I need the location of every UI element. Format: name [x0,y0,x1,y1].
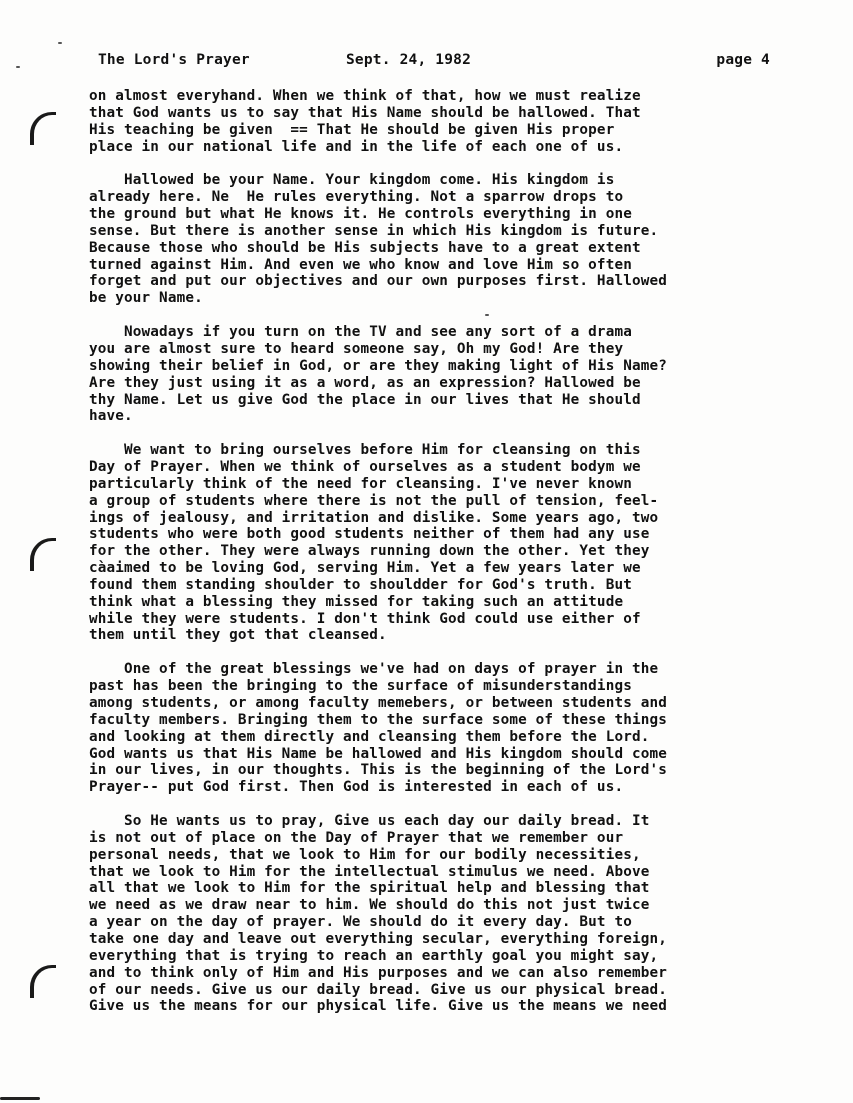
text-line: them until they got that cleansed. [89,627,387,644]
paragraph [89,661,789,796]
text-line: the ground but what He knows it. He controls everything in one [89,206,632,223]
text-line: found them standing shoulder to shouldder for God's truth. But [89,576,632,593]
scan-speck [58,42,62,44]
text-line: a year on the day of prayer. We should do it every day. But to [89,914,632,931]
text-line: Give us the means for our physical life. Give us the means we need [89,998,667,1015]
text-line: among students, or among faculty memebers, or between students and [89,695,667,711]
paragraph [89,442,789,644]
scan-speck [485,314,489,316]
text-line: in our lives, in our thoughts. This is the beginning of the Lord's [89,762,667,779]
text-line: showing their belief in God, or are they making light of His Name? [89,357,667,374]
text-line: we need as we draw near to him. We should do this not just twice [89,897,650,914]
text-line: is not out of place on the Day of Prayer that we remember our [89,829,624,846]
paragraph [89,88,789,155]
text-line: a group of students where there is not the pull of tension, feel- [89,492,659,509]
text-line: personal needs, that we look to Him for our bodily necessities, [89,846,641,863]
text-line: for the other. They were always running down the other. Yet they [89,543,650,560]
text-line: ings of jealousy, and irritation and dislike. Some years ago, two [89,509,659,526]
punch-hole-mark [30,538,56,571]
punch-hole-mark [30,112,56,145]
text-line: One of the great blessings we've had on days of prayer in the [89,661,659,678]
text-line: Hallowed be your Name. Your kingdom come. His kingdom is [89,172,615,189]
text-line: càaimed to be loving God, serving Him. Yet a few years later we [89,560,641,577]
text-line: that God wants us to say that His Name should be hallowed. That [89,104,641,121]
text-line: So He wants us to pray, Give us each day our daily bread. It [89,813,650,830]
text-line: students who were both good students neither of them had any use [89,526,650,543]
text-line: God wants us that His Name be hallowed and His kingdom should come [89,745,667,762]
text-line: turned against Him. And even we who know and love Him so often [89,256,632,273]
text-line: particularly think of the need for cleansing. I've never known [89,475,632,492]
text-line: Are they just using it as a word, as an expression? Hallowed be [89,374,641,391]
text-line: sense. But there is another sense in which His kingdom is future. [89,222,659,239]
text-line: Day of Prayer. When we think of ourselves as a student bodym we [89,459,641,476]
paragraph [89,324,789,425]
text-line: Because those who should be His subjects have to a great extent [89,239,641,256]
text-line: Nowadays if you turn on the TV and see any sort of a drama [89,324,632,341]
text-line: of our needs. Give us our daily bread. Give us our physical bread. [89,981,667,998]
text-line: think what a blessing they missed for taking such an attitude [89,593,624,610]
header-title: The Lord's Prayer [98,52,250,68]
text-line: thy Name. Let us give God the place in our lives that He should [89,391,641,408]
text-line: forget and put our objectives and our own purposes first. Hallowed [89,273,667,290]
text-line: while they were students. I don't think God could use either of [89,610,641,627]
text-line: take one day and leave out everything secular, everything foreign, [89,930,667,947]
text-line: all that we look to Him for the spiritual help and blessing that [89,880,650,897]
text-line: you are almost sure to heard someone say, Oh my God! Are they [89,340,624,357]
header-page-number: page 4 [716,52,770,68]
text-line: We want to bring ourselves before Him for cleansing on this [89,442,641,459]
header-date: Sept. 24, 1982 [346,52,472,68]
punch-hole-mark [30,965,56,998]
paragraph [89,172,789,307]
text-line: and looking at them directly and cleansing them before the Lord. [89,728,650,745]
scan-speck [16,66,20,68]
text-line: be your Name. [89,290,203,307]
text-line: past has been the bringing to the surface of misunderstandings [89,678,632,695]
paragraph [89,813,789,1015]
text-line: already here. Ne He rules everything. Not a sparrow drops to [89,189,624,206]
text-line: everything that is trying to reach an earthly goal you might say, [89,947,659,964]
text-line: have. [89,408,133,425]
text-line: Prayer-- put God first. Then God is interested in each of us. [89,779,624,796]
text-line: place in our national life and in the life of each one of us. [89,138,624,155]
text-line: His teaching be given == That He should be given His proper [89,121,615,138]
page-header [98,52,778,72]
text-line: on almost everyhand. When we think of that, how we must realize [89,88,641,104]
text-line: that we look to Him for the intellectual stimulus we need. Above [89,863,650,880]
text-line: faculty members. Bringing them to the surface some of these things [89,711,667,728]
document-body [89,88,789,1032]
text-line: and to think only of Him and His purposes and we can also remember [89,964,667,981]
scan-edge-mark [0,1097,40,1100]
